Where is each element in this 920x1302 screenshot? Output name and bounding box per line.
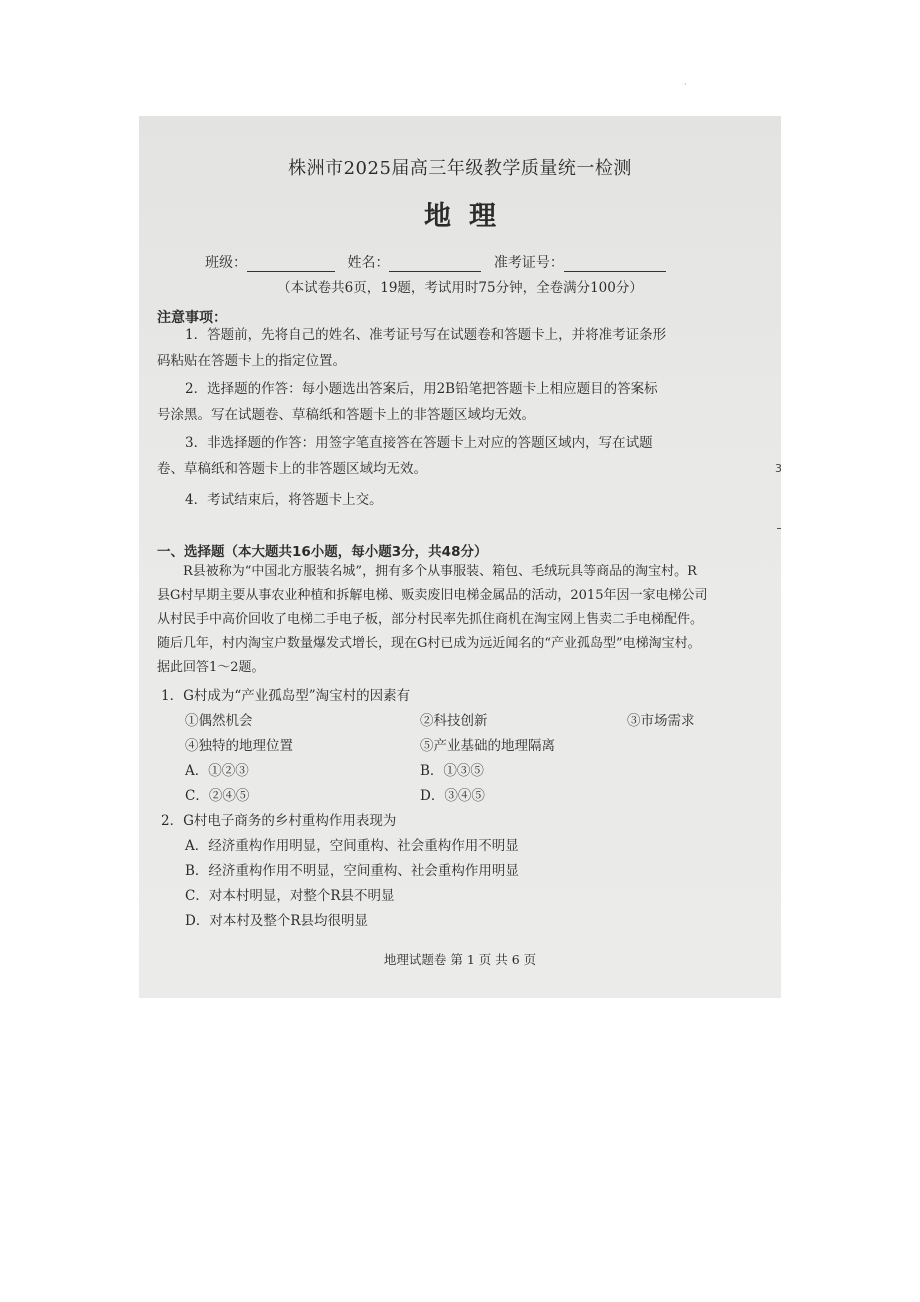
section-title: 一、选择题（本大题共16小题，每小题3分，共48分） — [157, 544, 488, 560]
notice-line: 号涂黑。写在试题卷、草稿纸和答题卡上的非答题区域均无效。 — [157, 407, 535, 423]
q1-option-c: C．②④⑤ — [185, 788, 250, 804]
notice-title: 注意事项： — [157, 310, 227, 326]
student-fields — [205, 252, 666, 272]
notice-line: 3．非选择题的作答：用签字笔直接答在答题卡上对应的答题区域内，写在试题 — [185, 435, 653, 451]
name-label: 姓名： — [347, 255, 390, 271]
q2-option-b: B．经济重构作用不明显，空间重构、社会重构作用明显 — [185, 863, 519, 879]
question-2-stem: 2．G村电子商务的乡村重构作用表现为 — [161, 813, 397, 829]
factor-3: ③市场需求 — [627, 713, 695, 729]
factor-2: ②科技创新 — [420, 713, 488, 729]
notice-line: 卷、草稿纸和答题卡上的非答题区域均无效。 — [157, 461, 427, 477]
class-blank[interactable] — [247, 257, 335, 272]
material-line: 从村民手中高价回收了电梯二手电子板，部分村民率先抓住商机在淘宝网上售卖二手电梯配件。 — [157, 612, 704, 627]
q1-option-d: D．③④⑤ — [420, 788, 485, 804]
name-blank[interactable] — [389, 257, 481, 272]
class-label: 班级： — [205, 255, 247, 271]
subject-title: 地理 — [424, 201, 514, 232]
notice-line: 码粘贴在答题卡上的指定位置。 — [157, 353, 346, 369]
exam-title: 株洲市2025届高三年级教学质量统一检测 — [288, 158, 632, 179]
page-footer: 地理试题卷 第 1 页 共 6 页 — [383, 952, 537, 967]
q2-option-a: A．经济重构作用明显，空间重构、社会重构作用不明显 — [185, 838, 519, 854]
edge-mark: 3 — [775, 462, 782, 475]
material-line: 随后几年，村内淘宝户数量爆发式增长，现在G村已成为远近闻名的“产业孤岛型”电梯淘宝村。 — [157, 636, 701, 651]
notice-line: 2．选择题的作答：每小题选出答案后，用2B铅笔把答题卡上相应题目的答案标 — [185, 381, 658, 397]
material-line: 据此回答1～2题。 — [157, 660, 265, 675]
q1-option-b: B．①③⑤ — [420, 763, 484, 779]
notice-line: 4．考试结束后，将答题卡上交。 — [185, 492, 383, 508]
factor-5: ⑤产业基础的地理隔离 — [420, 738, 555, 754]
question-1-stem: 1．G村成为“产业孤岛型”淘宝村的因素有 — [161, 688, 411, 704]
speck: · — [684, 80, 687, 89]
edge-tick — [777, 528, 781, 529]
q1-option-a: A．①②③ — [185, 763, 249, 779]
exam-info: （本试卷共6页，19题，考试用时75分钟，全卷满分100分） — [277, 280, 643, 296]
id-blank[interactable] — [564, 257, 666, 272]
id-label: 准考证号： — [493, 255, 564, 271]
exam-page — [139, 116, 781, 998]
factor-4: ④独特的地理位置 — [185, 738, 293, 754]
material-line: 县G村早期主要从事农业种植和拆解电梯、贩卖废旧电梯金属品的活动，2015年因一家电梯公司 — [157, 588, 708, 603]
factor-1: ①偶然机会 — [185, 713, 253, 729]
q2-option-c: C．对本村明显，对整个R县不明显 — [185, 888, 395, 904]
notice-line: 1．答题前，先将自己的姓名、准考证号写在试题卷和答题卡上，并将准考证条形 — [185, 327, 667, 343]
material-line: R县被称为“中国北方服装名城”，拥有多个从事服装、箱包、毛绒玩具等商品的淘宝村。R — [183, 564, 697, 579]
q2-option-d: D．对本村及整个R县均很明显 — [185, 913, 368, 929]
